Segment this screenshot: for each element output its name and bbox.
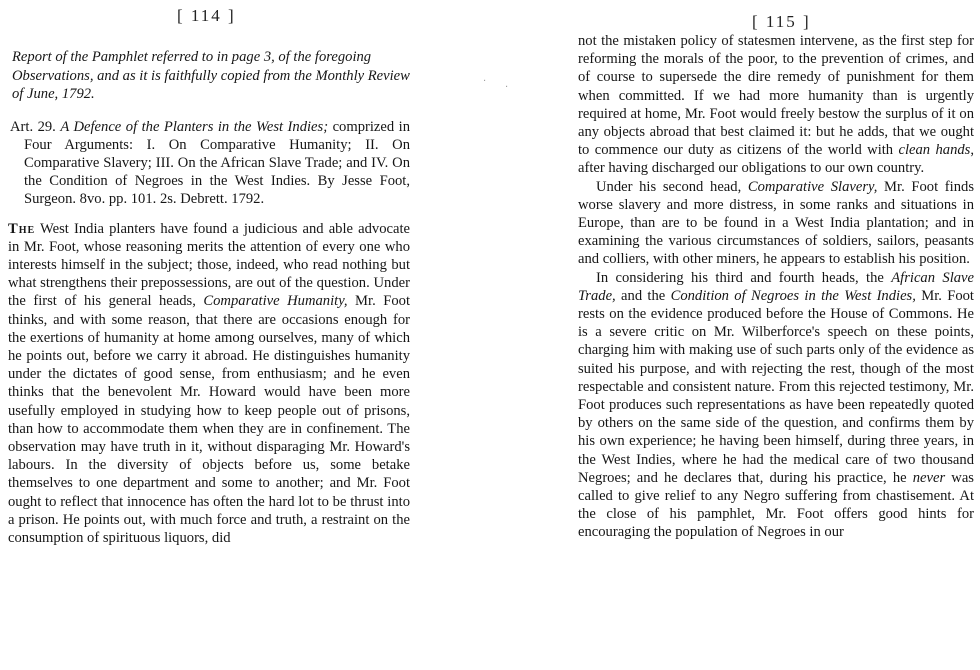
p3-text-1: In considering his third and fourth heads, the <box>596 269 892 286</box>
p2-text-1: Under his second head, <box>596 178 748 195</box>
lead-word: The <box>8 220 36 237</box>
report-heading: Report of the Pamphlet referred to in page 3, of the foregoing Observations, and as it is faithfully copied from the Monthly Review of June, 1792. <box>12 49 410 102</box>
left-page-column <box>8 48 410 547</box>
right-paragraph-2 <box>578 178 974 269</box>
p3-emphasis-2: Condition of Negroes in the West Indies, <box>670 287 916 304</box>
right-page-number: [ 115 ] <box>752 12 811 31</box>
p1-emphasis-1: clean hands <box>898 142 971 159</box>
body-text-1: West India planters have found a judicious and able advocate in Mr. Foot, whose reasoning merits the attention of every one who interests himself in the subject; those, indeed, who read nothing but what strengthens their prepossessions, are out of the question. Under the first of his general heads, <box>8 220 410 310</box>
article-details: comprized in Four Arguments: I. On Comparative Humanity; II. On Comparative Slavery; III. On the African Slave Trade; and IV. On the Condition of Negroes in the West Indies. By Jesse Foot, Surgeon. 8vo. pp. 101. 2s. Debrett. 1792. <box>24 118 411 208</box>
scan-speck: · <box>483 76 487 87</box>
p3-emphasis-3: never <box>912 469 946 486</box>
p3-text-2: and the <box>615 287 671 304</box>
body-emphasis-1: Comparative Humanity, <box>203 293 348 310</box>
p3-text-3: Mr. Foot rests on the evidence produced before the House of Commons. He is a severe critic on Mr. Wilberforce's speech on these points, charging him with making use of such parts only of the evidence as suited his purpose, and with rejecting the rest, though of the most respectable and consistent nature. From this rejected testimony, Mr. Foot produces such representations as have been repeatedly quoted by others on the same side of the question, and confirms them by his own experience; he having been himself, during three years, in the West Indies, where he had the medical care of two thousand Negroes; and he declares that, during his practice, he <box>578 287 974 486</box>
article-title: A Defence of the Planters in the West Indies; <box>60 118 329 135</box>
right-page-column <box>578 32 974 542</box>
right-paragraph-1 <box>578 32 974 178</box>
body-text-2: Mr. Foot thinks, and with some reason, that there are occasions enough for the exertions of humanity at home among ourselves, many of which he points out, before we carry it abroad. He distinguishes humanity under the dictates of good sense, from enthusiasm; and he even thinks that the benevolent Mr. Howard would have been more usefully employed in studying how to keep people out of prisons, than how to accommodate them when they are in confinement. The observation may have truth in it, without disparaging Mr. Howard's labours. In the diversity of objects before us, some betake themselves to one department and some to another; and Mr. Foot ought to reflect that innocence has often the hard lot to be thrust into a prison. He points out, with much force and truth, a restraint on the consumption of spirituous liquors, did <box>8 293 410 546</box>
p1-text-2: , after having discharged our obligations to our own country. <box>578 142 974 177</box>
p1-text-1: not the mistaken policy of statesmen intervene, as the first step for reforming the morals of the poor, to the prevention of crimes, and of course to supersede the dire remedy of punishment for them when committed. If we had more humanity than is urgently required at home, Mr. Foot would freely bestow the surplus of it on any objects abroad that best claimed it: but he adds, that we ought to commence our duty as citizens of the world with <box>578 33 974 159</box>
scan-speck: · <box>505 82 509 93</box>
review-body-paragraph <box>8 220 410 548</box>
p2-text-2: Mr. Foot finds worse slavery and more distress, in some ranks and situations in Europe, than are to be found in a West India plantation; and in examining the various circumstances of soldiers, sailors, peasants and colliers, with other miners, he appears to establish his position. <box>578 178 974 268</box>
p3-emphasis-1: African Slave Trade, <box>578 269 974 304</box>
p2-emphasis-1: Comparative Slavery, <box>747 178 878 195</box>
p3-text-4: was called to give relief to any Negro suffering from chastisement. At the close of his pamphlet, Mr. Foot offers good hints for encouraging the population of Negroes in our <box>578 469 974 541</box>
left-page-number: [ 114 ] <box>177 6 236 25</box>
article-heading <box>8 118 410 209</box>
right-paragraph-3 <box>578 269 974 542</box>
article-number: Art. 29. <box>10 118 56 135</box>
